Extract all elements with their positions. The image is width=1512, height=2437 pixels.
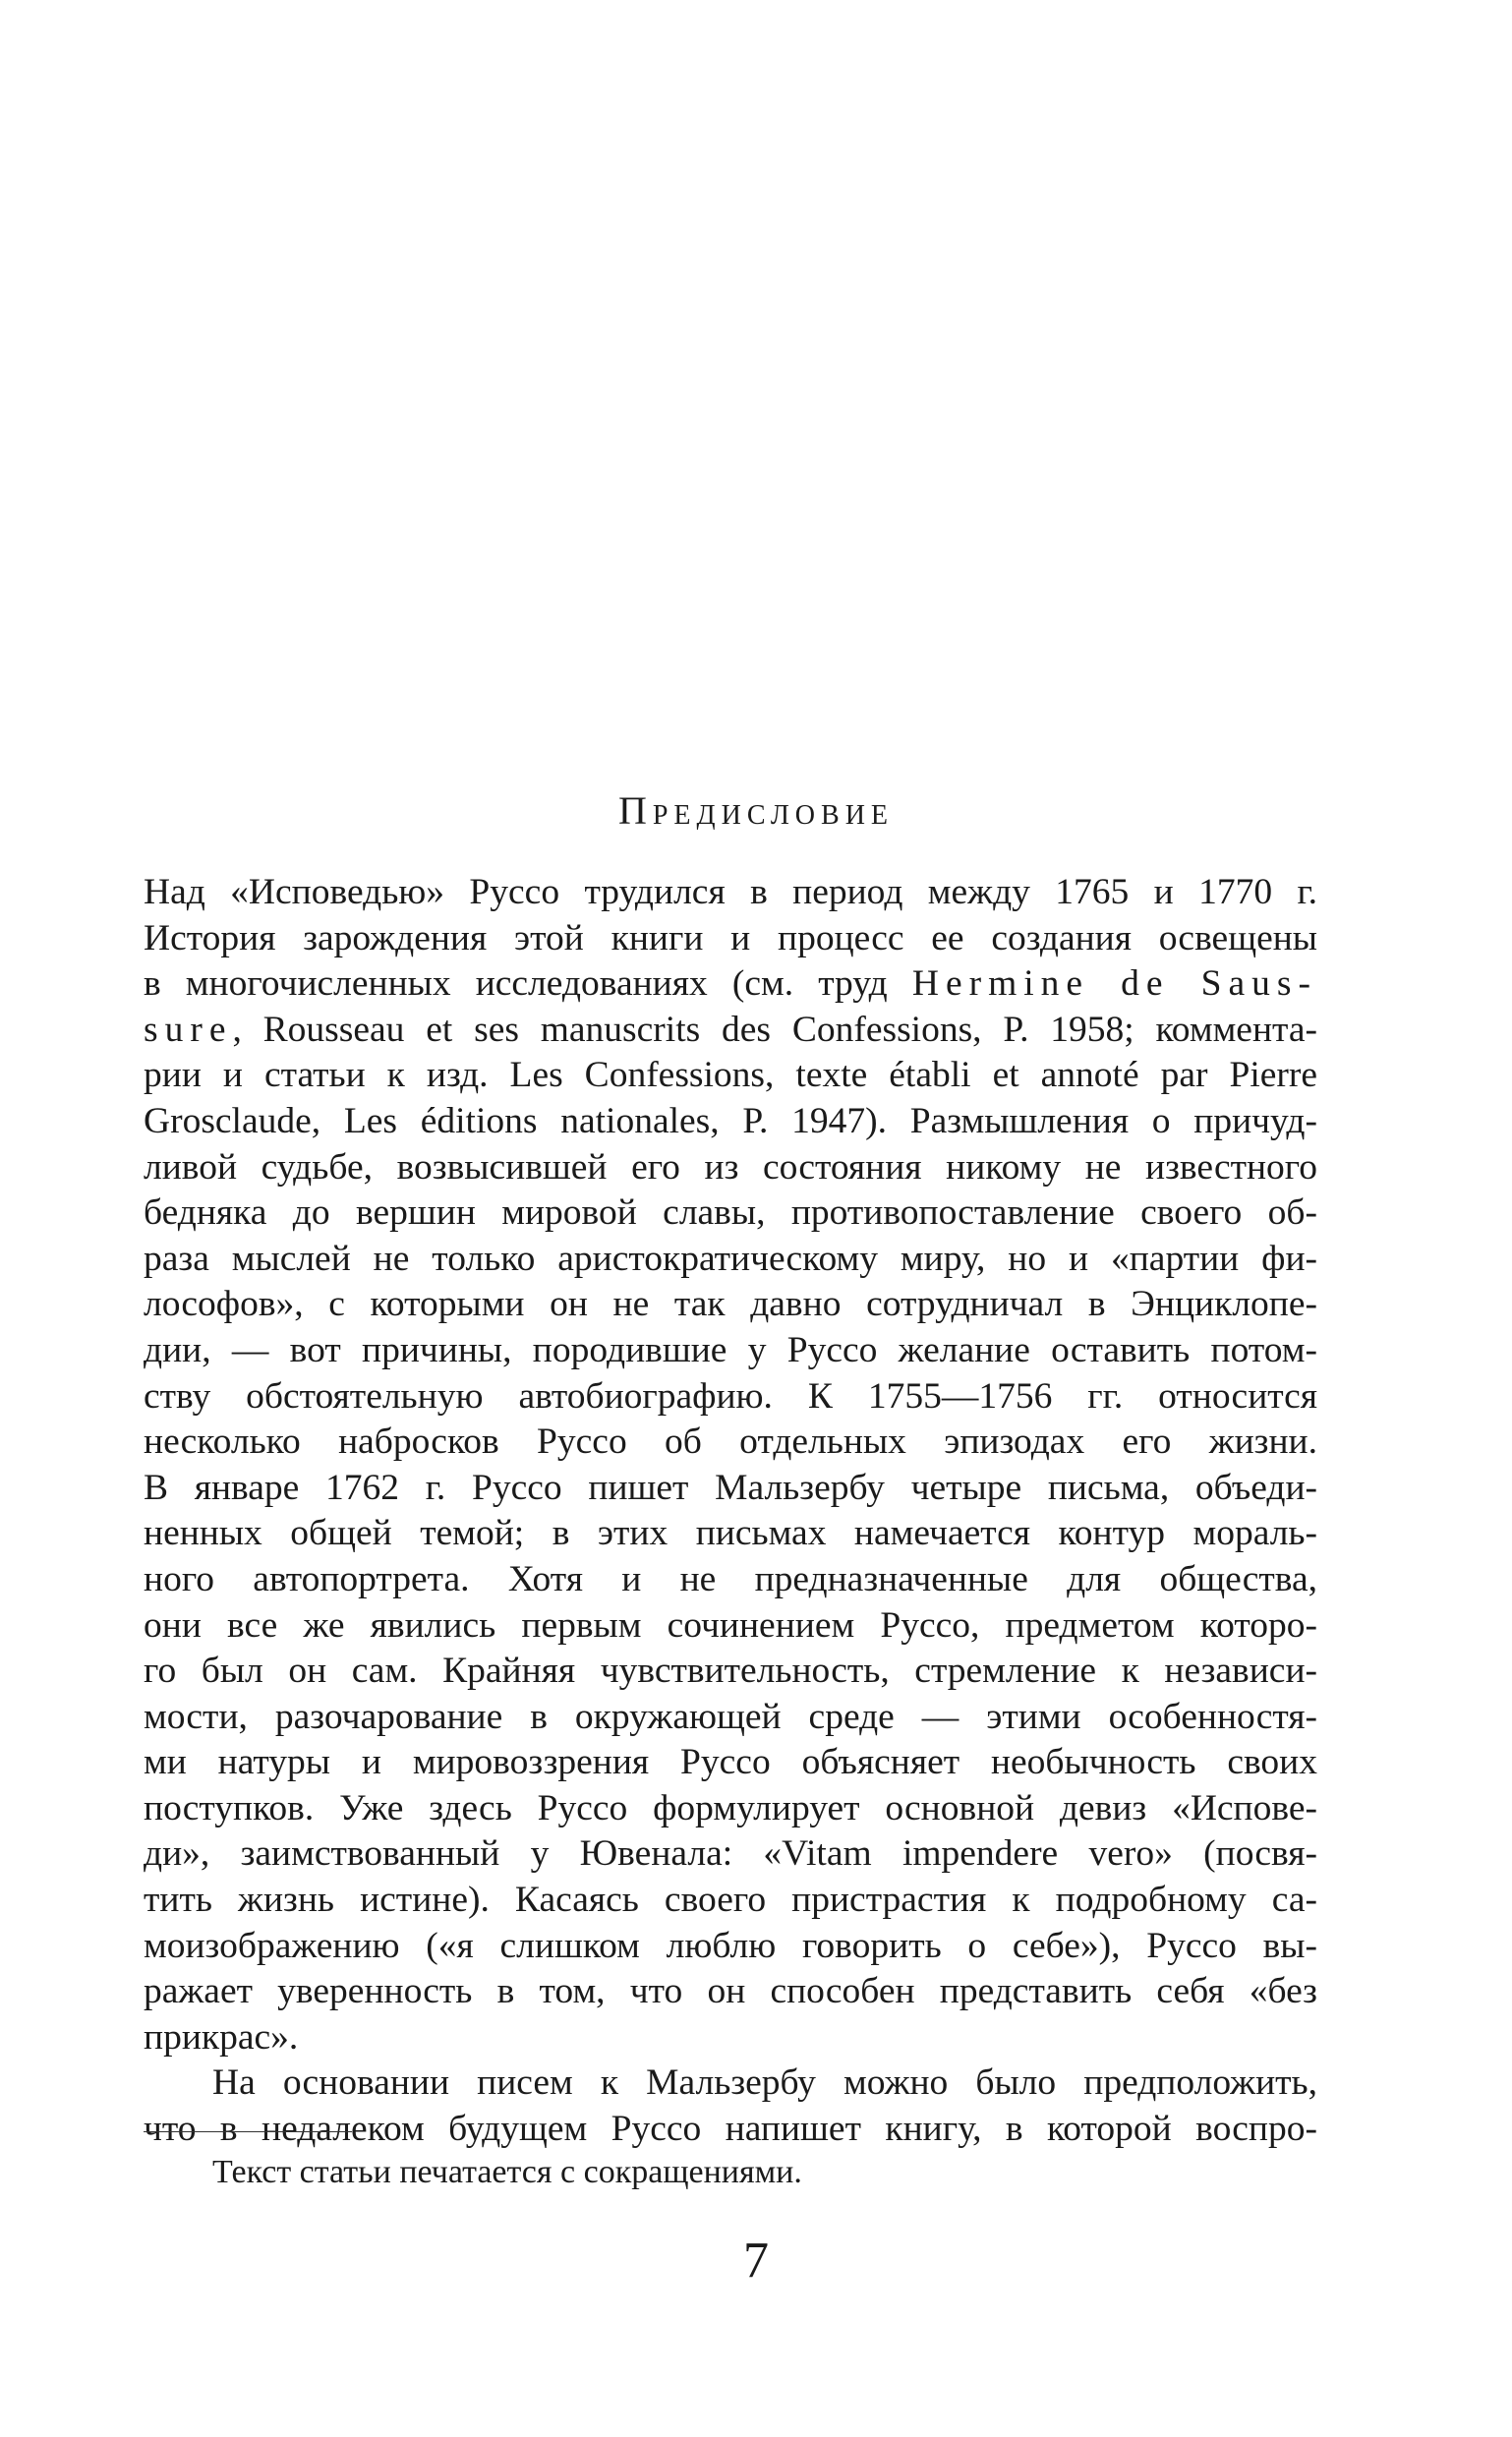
chapter-heading: Предисловие (617, 788, 895, 833)
text-line: мости, разочарование в окружающей среде — этими особенностя- (144, 1696, 1317, 1737)
text-line: лософов», с которыми он не так давно сотрудничал в Энциклопе- (144, 1284, 1317, 1325)
text-line: прикрас». (144, 2016, 299, 2058)
text-line: ливой судьбе, возвысившей его из состояния никому не известного (144, 1146, 1317, 1188)
text-line: ненных общей темой; в этих письмах намечается контур мораль- (144, 1513, 1317, 1554)
text-line: го был он сам. Крайняя чувствительность, стремление к независи- (144, 1651, 1317, 1692)
text-line: они все же явились первым сочинением Руссо, предметом которо- (144, 1604, 1317, 1646)
text-line: рии и статьи к изд. Les Confessions, texte établi et annoté par Pierre (144, 1055, 1317, 1096)
text-line: ного автопортрета. Хотя и не предназначенные для общества, (144, 1558, 1317, 1599)
spaced-author-name: sure (144, 1009, 233, 1050)
footnote: Текст статьи печатается с сокращениями. (212, 2154, 802, 2190)
text-line: История зарождения этой книги и процесс ее создания освещены (144, 917, 1317, 958)
text-line: На основании писем к Мальзербу можно было предположить, (212, 2062, 1317, 2104)
text-line: несколько набросков Руссо об отдельных эпизодах его жизни. (144, 1422, 1317, 1463)
page-number: 7 (743, 2233, 769, 2289)
text-line: в многочисленных исследованиях (см. труд Hermine de Saus- (144, 963, 1318, 1005)
text-line: Grosclaude, Les éditions nationales, P. 1947). Размышления о причуд- (144, 1100, 1317, 1141)
text-line: ству обстоятельную автобиографию. К 1755—1756 гг. относится (144, 1375, 1317, 1417)
body-text (144, 870, 1317, 2153)
text-line: ражает уверенность в том, что он способен представить себя «без (144, 1971, 1317, 2012)
text-line: Над «Исповедью» Руссо трудился в период между 1765 и 1770 г. (144, 872, 1317, 912)
text-line: дии, — вот причины, породившие у Руссо желание оставить потом- (144, 1329, 1317, 1370)
text-line: что в недалеком будущем Руссо напишет книгу, в которой воспро- (144, 2109, 1317, 2150)
spaced-author-name: Hermine de Saus- (911, 963, 1318, 1005)
text-line: sure, Rousseau et ses manuscrits des Confessions, P. 1958; коммента- (144, 1009, 1317, 1050)
text-line: ди», заимствованный у Ювенала: «Vitam impendere vero» (посвя- (144, 1833, 1317, 1875)
text-line: ми натуры и мировоззрения Руссо объясняет необычность своих (144, 1742, 1317, 1783)
text-line: раза мыслей не только аристократическому миру, но и «партии фи- (144, 1238, 1317, 1279)
text-line: тить жизнь истине). Касаясь своего пристрастия к подробному са- (144, 1880, 1317, 1921)
text-line: поступков. Уже здесь Руссо формулирует основной девиз «Испове- (144, 1787, 1317, 1828)
text-line: В январе 1762 г. Руссо пишет Мальзербу четыре письма, объеди- (144, 1467, 1317, 1508)
text-line: моизображению («я слишком люблю говорить о себе»), Руссо вы- (144, 1925, 1317, 1966)
footnote-rule (144, 2131, 352, 2132)
text-line: бедняка до вершин мировой славы, противопоставление своего об- (144, 1192, 1317, 1234)
